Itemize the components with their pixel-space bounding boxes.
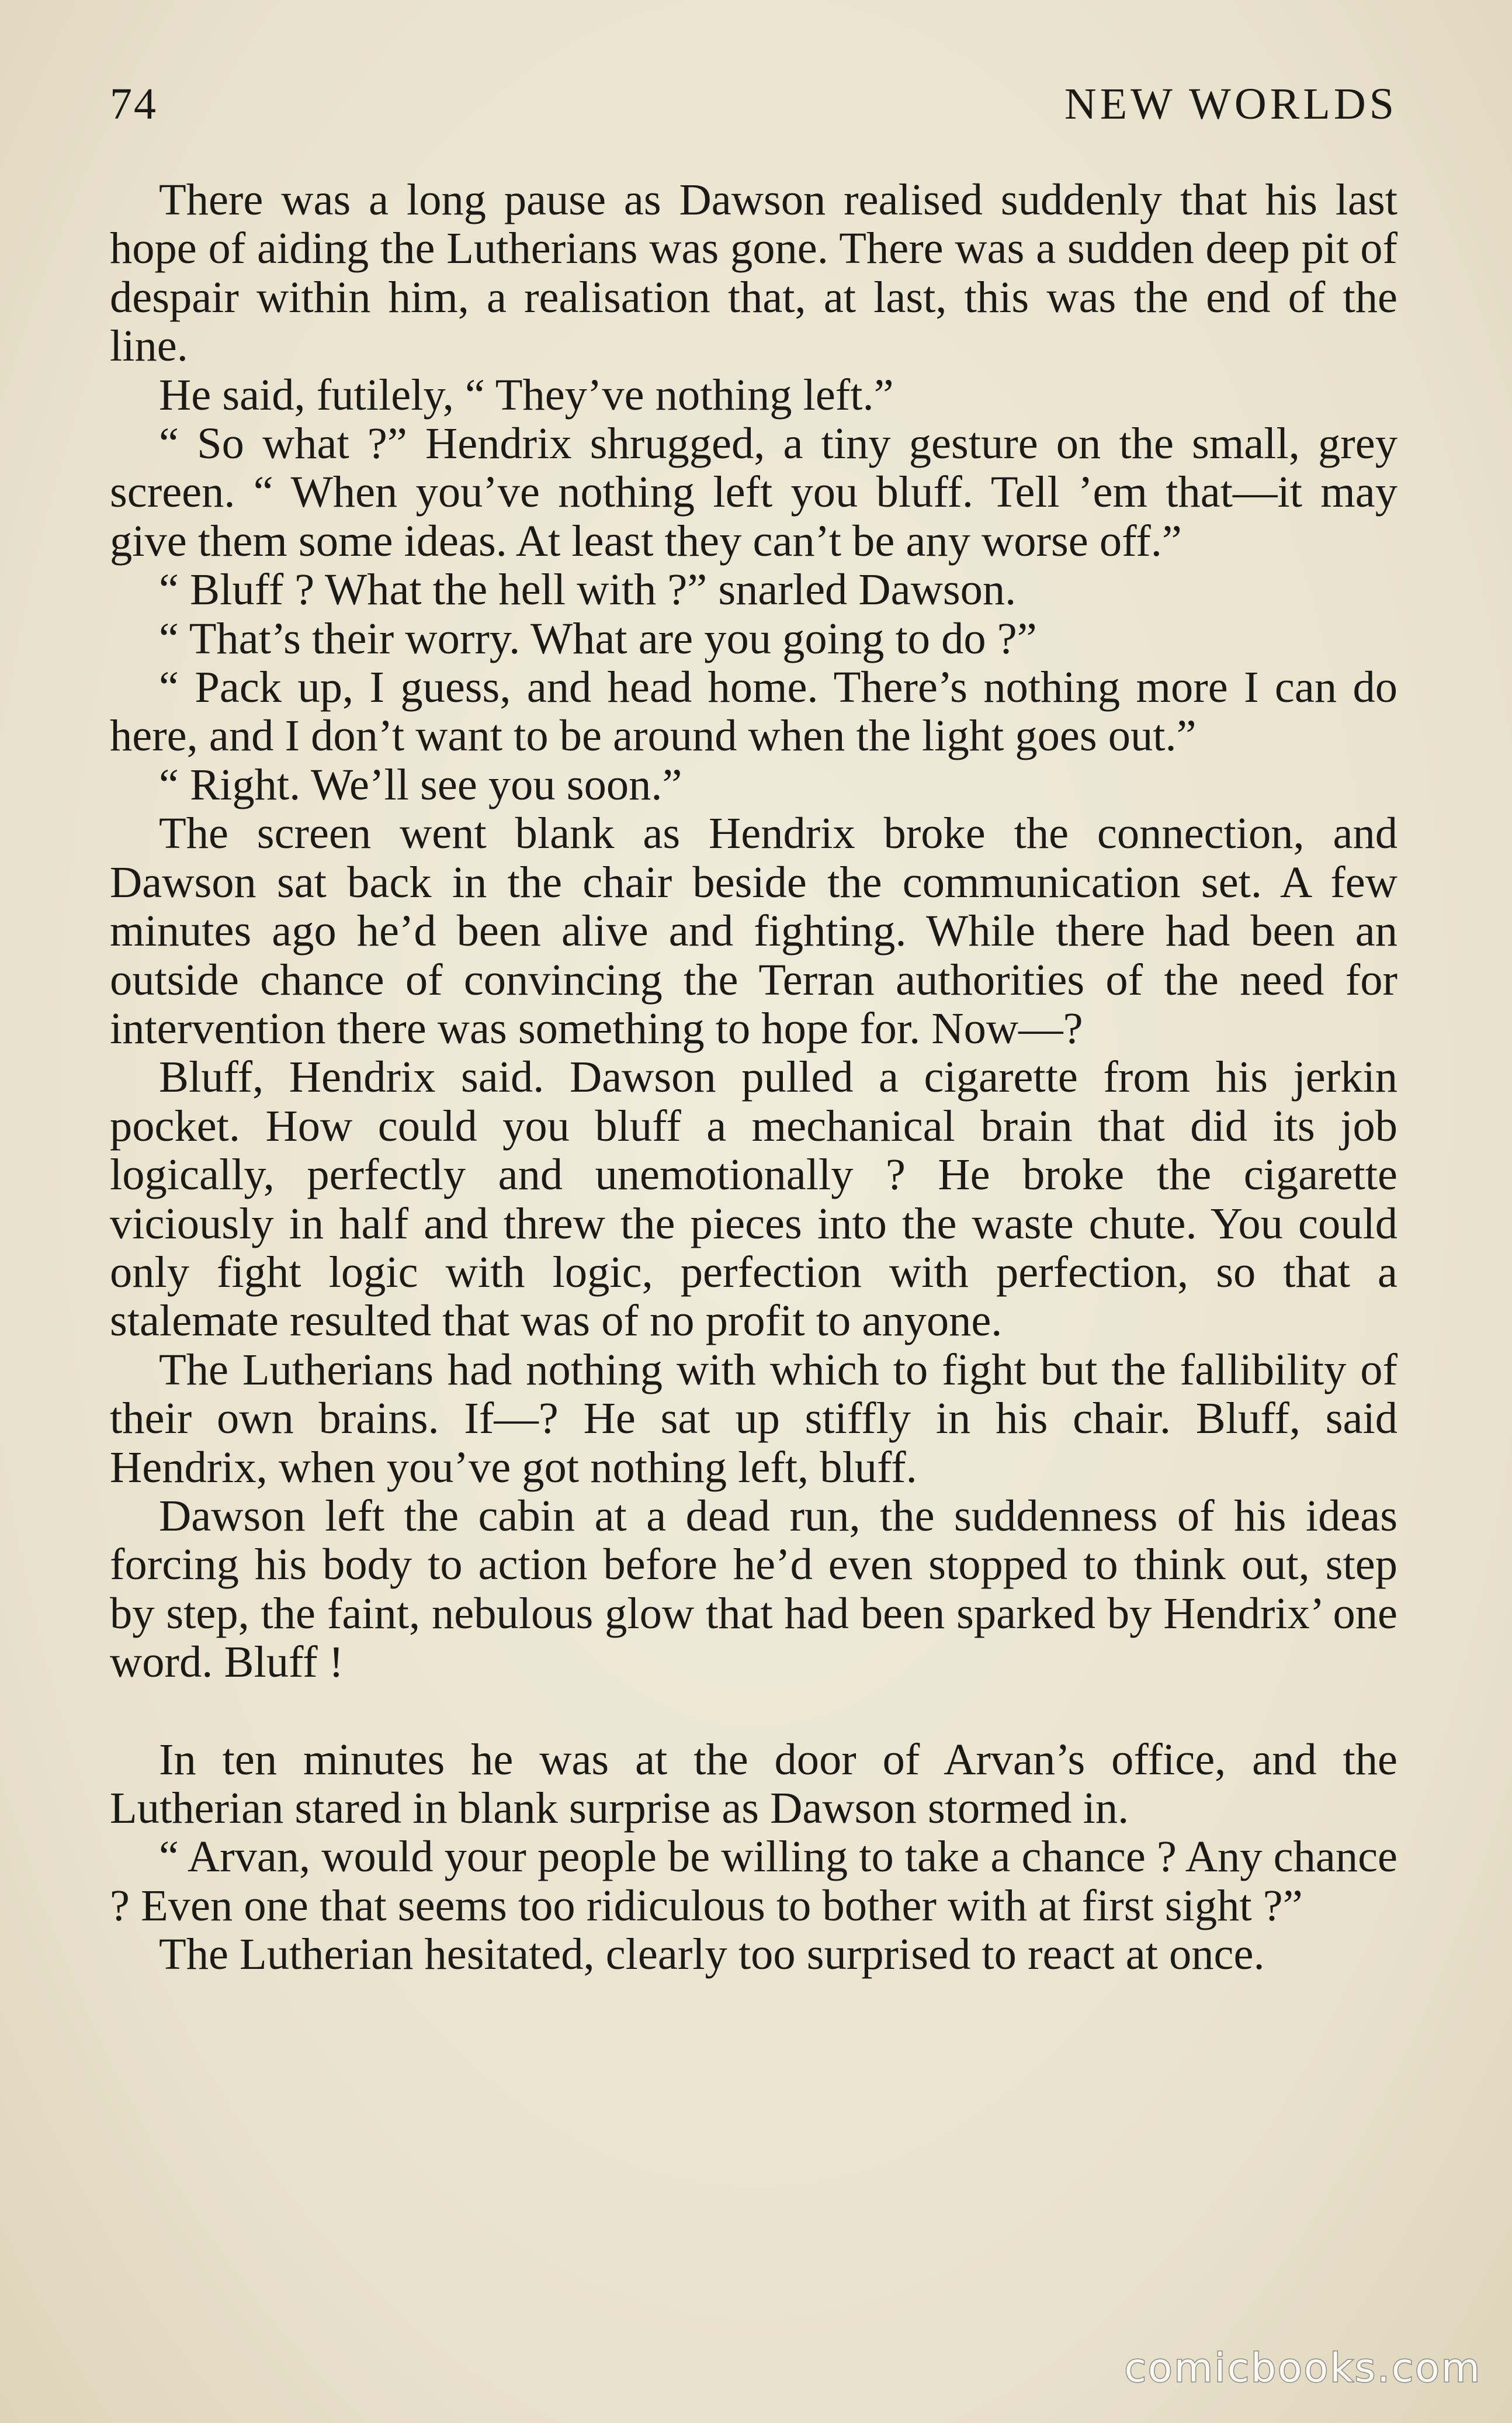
paragraph: “ That’s their worry. What are you going to do ?”: [159, 613, 1037, 663]
paragraph: “ Pack up, I guess, and head home. There’s nothing more I can do here, and I don’t want to be around when the light goes out.”: [110, 662, 1397, 761]
paragraph: “ Bluff ? What the hell with ?” snarled Dawson.: [159, 565, 1017, 615]
body-text: [110, 175, 1397, 1979]
paragraph: Dawson left the cabin at a dead run, the suddenness of his ideas forcing his body to action before he’d even stopped to think out, step by step, the faint, nebulous glow that had been sparked by Hendrix’ one word. Bluff !: [110, 1490, 1397, 1687]
paragraph: “ So what ?” Hendrix shrugged, a tiny gesture on the small, grey screen. “ When you’ve nothing left you bluff. Tell ’em that—it may give them some ideas. At least they can’t be any worse off.”: [110, 418, 1397, 566]
watermark: comicbooks.com: [1124, 2345, 1482, 2391]
paragraph: The Lutherians had nothing with which to fight but the fallibility of their own brains. If—? He sat up stiffly in his chair. Bluff, said Hendrix, when you’ve got nothing left, bluff.: [110, 1344, 1397, 1492]
paragraph: Bluff, Hendrix said. Dawson pulled a cigarette from his jerkin pocket. How could you bluff a mechanical brain that did its job logically, perfectly and unemotionally ? He broke the cigarette viciously in half and threw the pieces into the waste chute. You could only fight logic with logic, perfection with perfection, so that a stalemate resulted that was of no profit to anyone.: [110, 1052, 1397, 1346]
paragraph: The Lutherian hesitated, clearly too surprised to react at once.: [159, 1929, 1265, 1979]
paragraph: There was a long pause as Dawson realised suddenly that his last hope of aiding the Lutherians was gone. There was a sudden deep pit of despair within him, a realisation that, at last, this was the end of the line.: [110, 175, 1397, 371]
paragraph: The screen went blank as Hendrix broke the connection, and Dawson sat back in the chair beside the communication set. A few minutes ago he’d been alive and fighting. While there had been an outside chance of convincing the Terran authorities of the need for intervention there was something to hope for. Now—?: [110, 808, 1397, 1053]
page-header: [110, 79, 1397, 143]
paragraph: “ Arvan, would your people be willing to take a chance ? Any chance ? Even one that seems too ridiculous to bother with at first sight ?”: [110, 1832, 1397, 1930]
running-head: NEW WORLDS: [1064, 79, 1397, 129]
paragraph: He said, futilely, “ They’ve nothing left.”: [159, 369, 894, 420]
paragraph: “ Right. We’ll see you soon.”: [159, 759, 682, 809]
page-number: 74: [110, 79, 158, 129]
paragraph: In ten minutes he was at the door of Arvan’s office, and the Lutherian stared in blank surprise as Dawson stormed in.: [110, 1734, 1397, 1833]
